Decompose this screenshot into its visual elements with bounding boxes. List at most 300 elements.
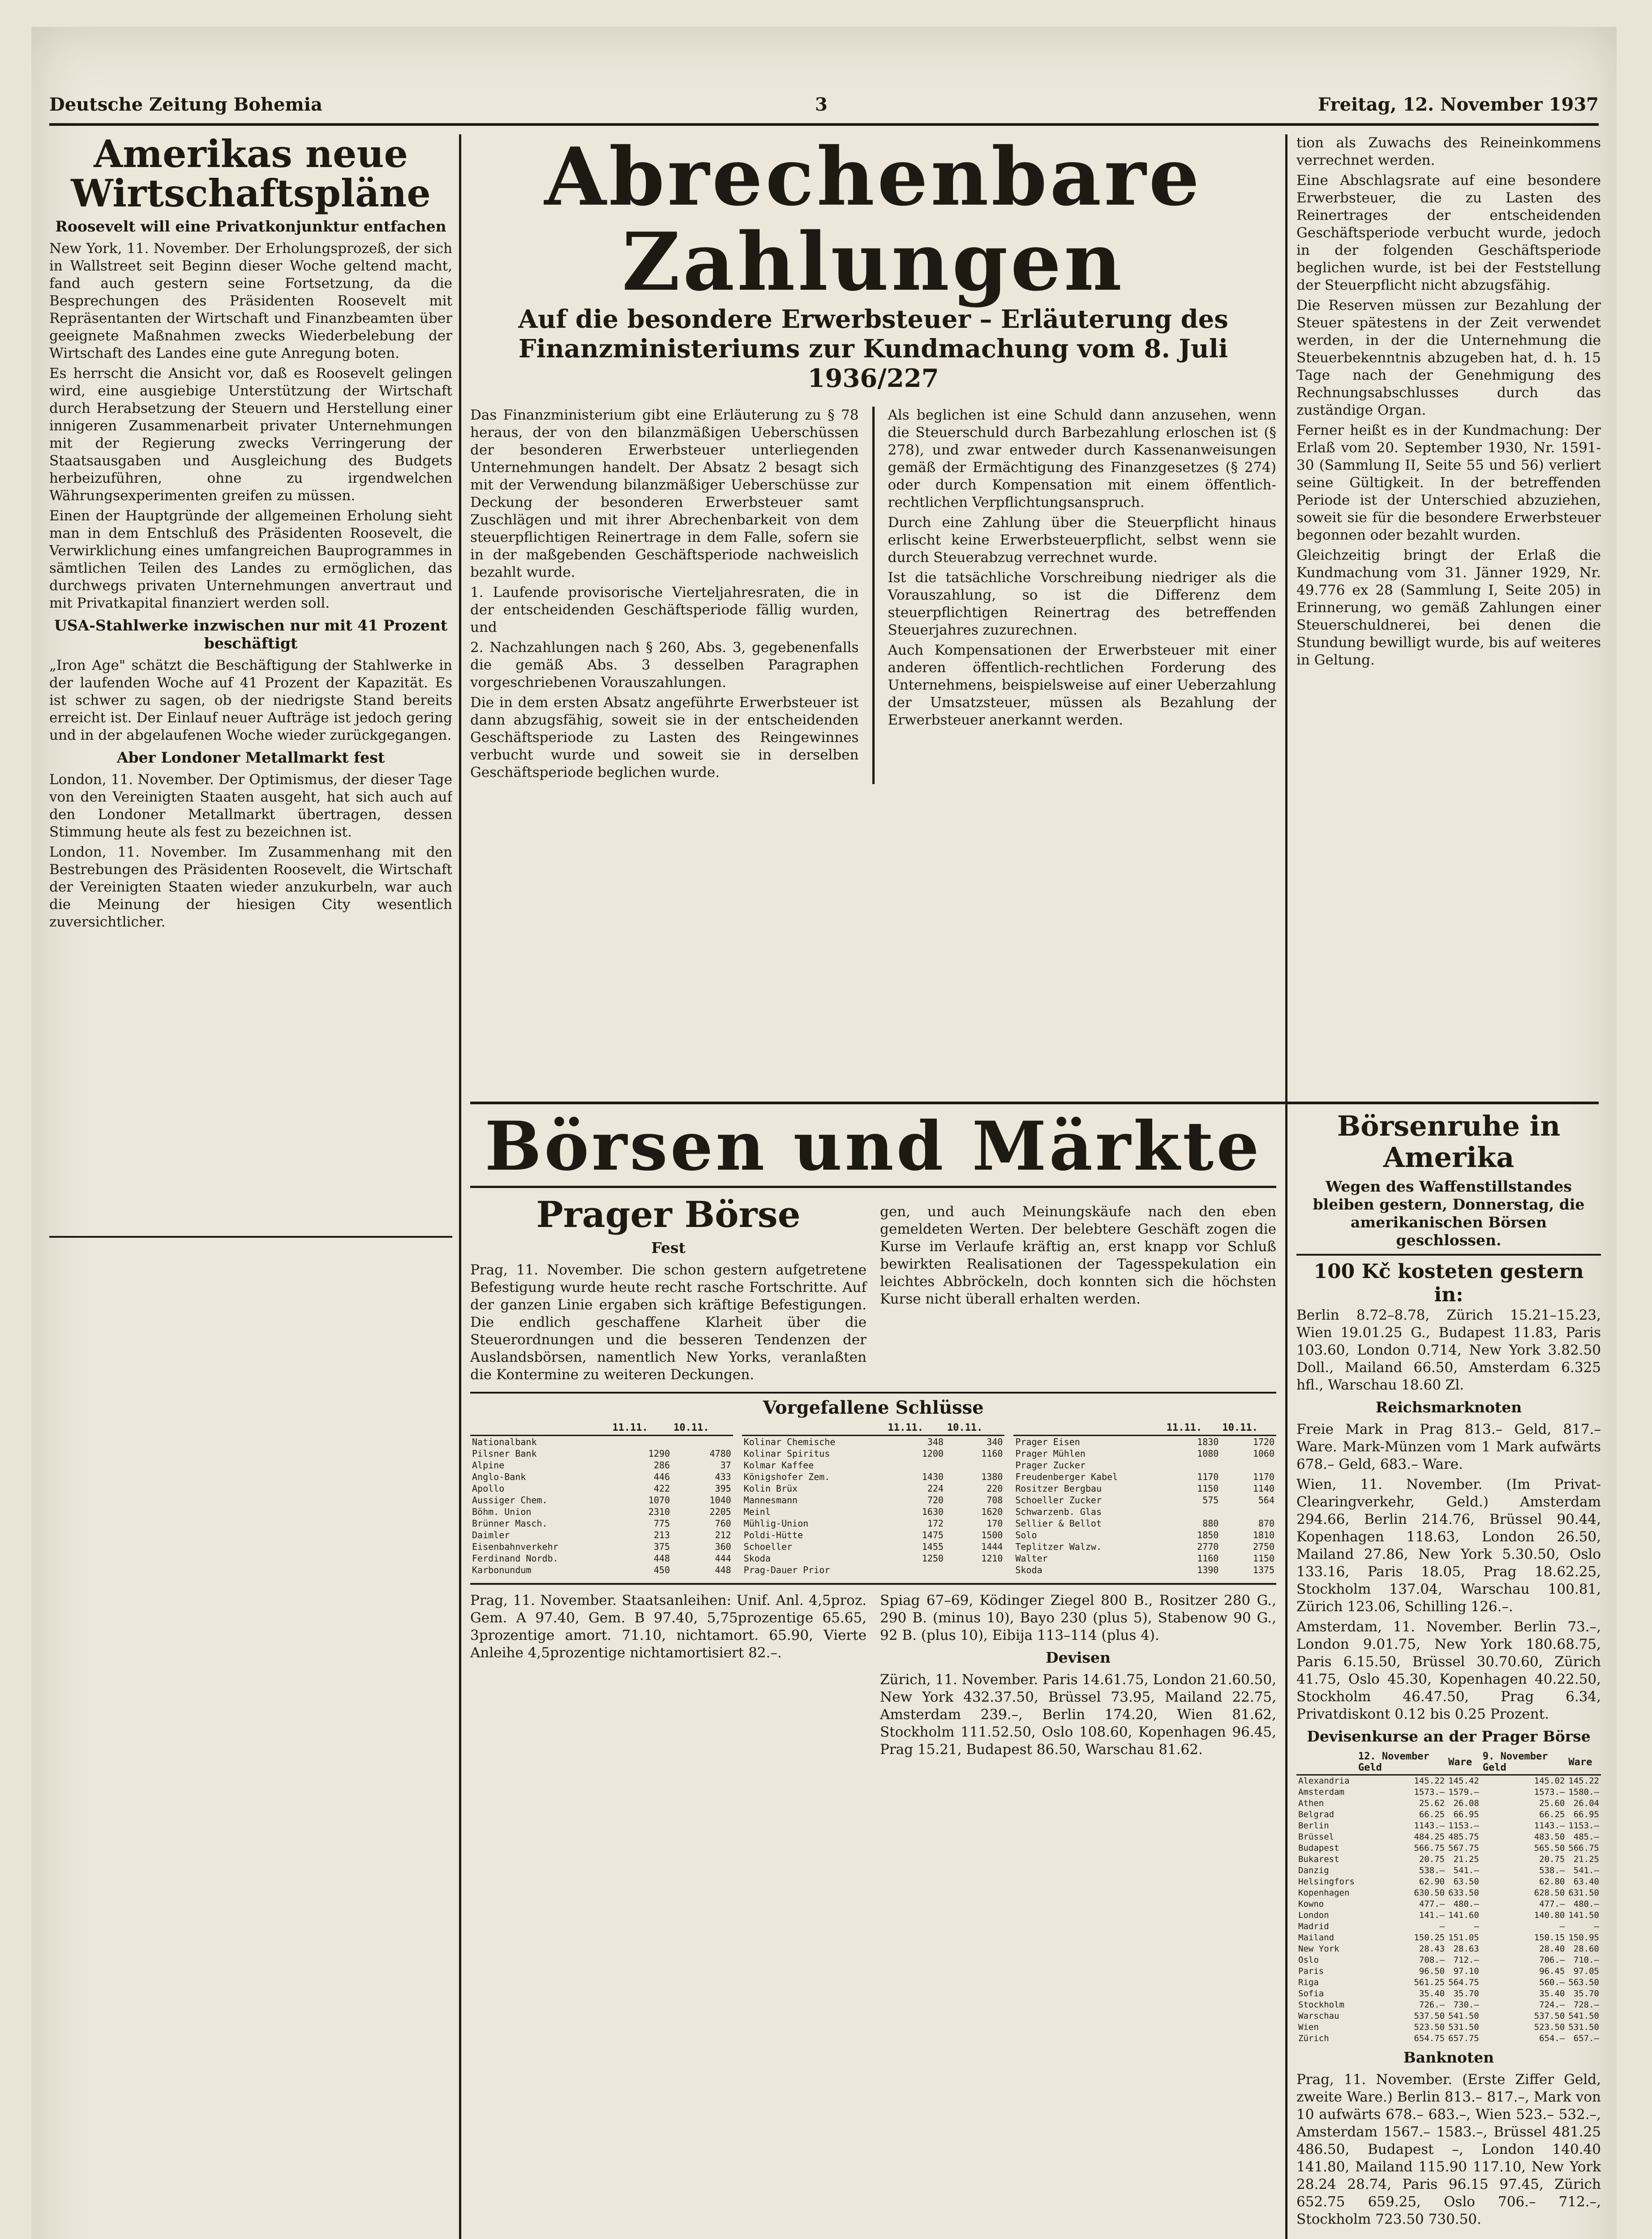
article-left-paragraph: Es herrscht die Ansicht vor, daß es Roosevelt gelingen wird, eine ausgiebige Unterstützung der Wirtschaft durch Herabsetzung der Steuern und Herstellung einer innigeren Zusammenarbeit privater Unternehmungen mit der Regierung zwecks Verringerung der Staatsausgaben und Ausgleichung des Budgets herbeizuführen, ohne zu irgendwelchen Währungsexperimenten greifen zu müssen. [49, 365, 452, 504]
table-cell-name: Helsingfors [1298, 1877, 1355, 1887]
table-cell-value: 1380 [981, 1471, 1003, 1482]
table-row [470, 1518, 733, 1529]
table-cell-value: 477.– [1419, 1899, 1445, 1909]
article-left-paragraph: London, 11. November. Im Zusammenhang mit den Bestrebungen des Präsidenten Roosevelt, die Wirtschaft der Vereinigten Staaten wieder anzukurbeln, war auch die Meinung der hiesigen City wesentlich zuversichtlicher. [49, 844, 452, 930]
table-cell-name: Athen [1298, 1798, 1324, 1808]
table-row [1296, 1966, 1601, 1977]
table-cell-value: 448 [653, 1553, 670, 1564]
table-top-rule [470, 1392, 1276, 1394]
table-cell-value: 1200 [922, 1448, 944, 1459]
table-cell-value: 633.50 [1448, 1888, 1479, 1898]
table-cell-value: 775 [653, 1518, 670, 1529]
table-cell-name: Berlin [1298, 1821, 1329, 1831]
table-cell-value: 141.– [1419, 1910, 1445, 1920]
table-cell-value: 654.– [1539, 2033, 1565, 2043]
table-row [1296, 1955, 1601, 1966]
table-cell-value: 531.50 [1448, 2022, 1479, 2032]
america-section [1296, 1111, 1601, 2239]
table-cell-name: Kolinar Chemische [743, 1437, 836, 1447]
table-cell-value: 212 [715, 1530, 731, 1540]
table-cell-value: 567.75 [1448, 1843, 1479, 1853]
table-cell-name: Kolin Brüx [743, 1483, 798, 1494]
table-cell-value: 395 [715, 1483, 731, 1494]
table-cell-name: Oslo [1298, 1955, 1319, 1965]
table-cell-value: 1830 [1197, 1437, 1219, 1447]
table-cell-name: Alpine [472, 1460, 505, 1471]
table-cell-value: 348 [927, 1437, 944, 1447]
table-cell-name: New York [1298, 1944, 1339, 1954]
table-row [742, 1529, 1005, 1541]
table-cell-value: 1250 [922, 1553, 944, 1564]
table-cell-value: 62.90 [1419, 1877, 1445, 1887]
table-cell-value: 708 [987, 1495, 1003, 1506]
table-cell-value: 35.40 [1419, 1989, 1445, 1999]
table-cell-value: 541.– [1453, 1866, 1479, 1875]
table-cell-value: 538.– [1419, 1866, 1445, 1875]
table-cell-value: 97.10 [1453, 1966, 1479, 1976]
devisen-title: Devisen [1046, 1649, 1111, 1666]
table-cell-value: 1850 [1197, 1530, 1219, 1540]
table-cell-value: 1070 [648, 1495, 670, 1506]
table-cell-name: Wien [1298, 2022, 1319, 2032]
article-right-paragraph: Gleichzeitig bringt der Erlaß die Kundmachung vom 31. Jänner 1929, Nr. 49.776 ex 28 (Sammlung I, Seite 205) in Erinnerung, wo gemäß Zahlungen einer Steuerschuldnerei, bei denen die Stundung bewilligt wurde, bis auf weiteres in Geltung. [1296, 547, 1601, 668]
table-cell-value: 1500 [981, 1530, 1003, 1540]
table-cell-value: 1210 [981, 1553, 1003, 1564]
table-cell-name: Madrid [1298, 1922, 1329, 1931]
table-cell-value: 566.75 [1568, 1843, 1599, 1853]
table-cell-value: 145.22 [1568, 1776, 1599, 1786]
article-right-paragraph: tion als Zuwachs des Reineinkommens verrechnet werden. [1296, 135, 1601, 168]
closing-prices-table-c [1013, 1421, 1276, 1576]
table-cell-value: 21.25 [1453, 1854, 1479, 1864]
table-row [1013, 1553, 1276, 1564]
article-center-paragraph: Das Finanzministerium gibt eine Erläuterung zu § 78 heraus, der von den bilanzmäßigen Ueberschüssen der besonderen Erwerbsteuer unterliegenden Unternehmungen handelt. Der Absatz 2 besagt sich mit der Verwendung bilanzmäßiger Ueberschüsse zur Deckung der besonderen Erwerbsteuer samt Zuschlägen und mit ihrer Abrechenbarkeit von dem steuerpflichtigen Reinertrage in dem Falle, sofern sie in der maßgebenden Geschäftsperiode nachweislich bezahlt wurde. [470, 407, 859, 580]
table-cell-value: 66.95 [1573, 1810, 1599, 1819]
table-cell-name: Schwarzenb. Glas [1015, 1506, 1102, 1517]
table-cell-value: 1150 [1197, 1483, 1219, 1494]
table-cell-name: Königshofer Zem. [743, 1471, 830, 1482]
table-cell-value: 150.95 [1568, 1933, 1599, 1943]
table-row [742, 1471, 1005, 1483]
table-row [1296, 1865, 1601, 1876]
table-cell-value: 726.– [1419, 2000, 1445, 2010]
table-row [470, 1483, 733, 1494]
table-cell-name: Skoda [743, 1553, 771, 1564]
prague-paragraph: Prag, 11. November. Die schon gestern aufgetretene Befestigung wurde heute recht rasche Fortschritte. Auf der ganzen Linie ergaben sich kräftige Befestigungen. Die endlich geschaffene Klarheit über die Steuerordnungen und die besseren Tendenzen der Auslandsbörsen, namentlich New Yorks, veranlaßten die Kontermine zu weiteren Deckungen. [470, 1262, 867, 1383]
running-head [49, 94, 1599, 121]
table-cell-value: 541.– [1573, 1866, 1599, 1875]
table-cell-value: 1475 [922, 1530, 944, 1540]
table-row [1296, 1921, 1601, 1932]
table-row [1296, 1832, 1601, 1843]
table-cell-value [886, 1459, 945, 1471]
table-cell-value: 628.50 [1534, 1888, 1565, 1898]
table-row [1296, 1854, 1601, 1865]
prague-misc [880, 1592, 1276, 1761]
article-center-paragraph: Als beglichen ist eine Schuld dann anzusehen, wenn die Steuerschuld durch Barbezahlung erloschen ist (§ 278), und zwar entweder durch Kassenanweisungen gemäß der Ermächtigung des Finanzgesetzes (§ 274) oder durch Kompensation mit einem öffentlich-rechtlichen Verpflichtungsanspruch. [888, 407, 1276, 510]
table-cell-value: 1153.– [1568, 1821, 1599, 1831]
table-row [1013, 1564, 1276, 1576]
prague-subtitle: Fest [651, 1239, 686, 1257]
article-left-subhead: Aber Londoner Metallmarkt fest [116, 749, 385, 766]
table-cell-name: Amsterdam [1298, 1787, 1344, 1797]
table-cell-value: 2750 [1253, 1541, 1275, 1552]
table-cell-value: 28.43 [1419, 1944, 1445, 1954]
table-cell-name: Ferdinand Nordb. [472, 1553, 558, 1564]
table-row [1296, 2033, 1601, 2044]
article-left-title: Amerikas neue Wirtschaftspläne [71, 134, 431, 215]
table-cell-value: 1455 [922, 1541, 944, 1552]
table-header: 10.11. [1220, 1421, 1276, 1436]
column-rule-right [1285, 134, 1287, 2239]
table-row [1296, 1775, 1601, 1787]
article-left-subtitle: Roosevelt will eine Privatkonjunktur entfachen [55, 218, 446, 235]
table-cell-value: 150.25 [1414, 1933, 1445, 1943]
table-row [470, 1436, 733, 1448]
table-cell-value: 145.42 [1448, 1776, 1479, 1786]
table-cell-value: 433 [715, 1471, 731, 1482]
table-row [1296, 1932, 1601, 1943]
table-cell-name: Pilsner Bank [472, 1448, 537, 1459]
table-cell-value: 523.50 [1414, 2022, 1445, 2032]
table-row [1013, 1529, 1276, 1541]
table-cell-name: Eisenbahnverkehr [472, 1541, 558, 1552]
table-row [470, 1553, 733, 1564]
table-cell-value: 1170 [1253, 1471, 1275, 1482]
table-row [742, 1436, 1005, 1448]
table-header: 10.11. [672, 1421, 733, 1436]
closing-prices-title: Vorgefallene Schlüsse [763, 1397, 984, 1418]
table-cell-value: 730.– [1453, 2000, 1479, 2010]
article-left [49, 134, 452, 1227]
table-cell-name: Paris [1298, 1966, 1324, 1976]
table-cell-name: Böhm. Union [472, 1506, 532, 1517]
table-cell-value: 1150 [1253, 1553, 1275, 1564]
column-rule-left [459, 134, 461, 2239]
table-cell-value: 450 [653, 1565, 670, 1575]
prague-bonds [470, 1592, 867, 1761]
table-cell-value [672, 1436, 733, 1448]
table-cell-value: 422 [653, 1483, 670, 1494]
table-cell-value: 444 [715, 1553, 731, 1564]
table-cell-value: 20.75 [1539, 1854, 1565, 1864]
table-cell-name: Stockholm [1298, 2000, 1344, 2010]
article-center-paragraph: Die in dem ersten Absatz angeführte Erwerbsteuer ist dann abzugsfähig, soweit sie in der entscheidenden Geschäftsperiode zu Lasten des Reingewinnes verbucht wurde und soweit sie in derselben Geschäftsperiode beglichen wurde. [470, 695, 859, 781]
table-cell-value: 4780 [709, 1448, 731, 1459]
table-cell-name: Warschau [1298, 2011, 1339, 2021]
table-header [470, 1421, 610, 1436]
prague-paragraph: gen, und auch Meinungskäufe nach den eben gemeldeten Werten. Der belebtere Geschäft zogen die Kurse im Verlaufe kräftig an, erst knapp vor Schluß bewirkten Realisationen der Tagesspekulation ein leichtes Abbröckeln, doch konnten sich die höchsten Kurse nicht überall erhalten werden. [880, 1204, 1276, 1307]
devisenkurse-table [1296, 1750, 1601, 2044]
article-left-paragraph: Einen der Hauptgründe der allgemeinen Erholung sieht man in dem Entschluß des Präsidenten Roosevelt, die Verwirklichung eines umfangreichen Bauprogrammes in sämtlichen Teilen des Landes zu ermöglichen, das durchwegs privaten Unternehmungen anvertraut und mit Privatkapital finanziert werden soll. [49, 508, 452, 611]
rates-title: 100 Kč kosteten gestern in: [1313, 1260, 1584, 1306]
table-row [470, 1448, 733, 1459]
center-inner-rule [872, 407, 875, 784]
table-cell-name: Prag-Dauer Prior [743, 1565, 830, 1575]
table-cell-name: Sellier & Bellot [1015, 1518, 1102, 1529]
table-row [742, 1553, 1005, 1564]
table-cell-value: 480.– [1453, 1899, 1479, 1909]
table-row [742, 1506, 1005, 1518]
table-row [470, 1471, 733, 1483]
table-cell-value: 870 [1258, 1518, 1275, 1529]
table-cell-value: – [1559, 1922, 1565, 1931]
table-cell-value: 96.45 [1539, 1966, 1565, 1976]
table-cell-value: 565.50 [1534, 1843, 1565, 1853]
table-row [742, 1541, 1005, 1553]
prague-paragraph: Spiag 67–69, Ködinger Ziegel 800 B., Rositzer 280 G., 290 B. (minus 10), Bayo 230 (plus 5), Stabenow 90 G., 92 B. (plus 10), Eibija 113–114 (plus 4). [880, 1592, 1276, 1643]
table-cell-value: 63.40 [1573, 1877, 1599, 1887]
table-cell-value: 531.50 [1568, 2022, 1599, 2032]
table-cell-name: Kopenhagen [1298, 1888, 1350, 1898]
amsterdam-text: Amsterdam, 11. November. Berlin 73.–, London 9.01.75, New York 180.68.75, Paris 6.15.50, Brüssel 30.70.60, Zürich 41.75, Oslo 45.30, Kopenhagen 40.22.50, Stockholm 46.47.50, Prag 6.34, Privatdiskont 0.12 bis 0.25 Prozent. [1296, 1619, 1601, 1722]
table-cell-value: – [1439, 1922, 1445, 1931]
table-cell-value: 28.63 [1453, 1944, 1479, 1954]
table-cell-name: Poldi-Hütte [743, 1530, 803, 1540]
table-cell-value: – [1594, 1922, 1599, 1931]
markets-title-rule [470, 1186, 1276, 1188]
table-cell-name: Prager Eisen [1015, 1437, 1080, 1447]
article-right-paragraph: Ferner heißt es in der Kundmachung: Der Erlaß vom 20. September 1930, Nr. 1591-30 (Sammlung II, Seite 55 und 56) verliert seine Gültigkeit. In der betreffenden Periode ist der Unterschied abzuziehen, soweit sie für die besondere Erwerbsteuer begonnen oder bezahlt wurden. [1296, 422, 1601, 543]
table-cell-value: 654.75 [1414, 2033, 1445, 2043]
table-cell-value: 26.04 [1573, 1798, 1599, 1808]
table-cell-value [945, 1459, 1004, 1471]
table-cell-value: 141.60 [1448, 1910, 1479, 1920]
table-cell-value: 20.75 [1419, 1854, 1445, 1864]
table-cell-value: 1143.– [1414, 1821, 1445, 1831]
table-cell-name: Teplitzer Walzw. [1015, 1541, 1102, 1552]
table-cell-value: 724.– [1539, 2000, 1565, 2010]
table-cell-value: 561.25 [1414, 1977, 1445, 1987]
table-cell-value: 63.50 [1453, 1877, 1479, 1887]
table-cell-value: 1143.– [1534, 1821, 1565, 1831]
article-left-paragraph: New York, 11. November. Der Erholungsprozeß, der sich in Wallstreet seit Beginn dieser Woche geltend macht, fand auch gestern seine Fortsetzung, da die Besprechungen des Präsidenten Roosevelt mit Repräsentanten der Wirtschaft und Finanzbeamten über geeignete Maßnahmen zwecks Wiederbelebung der Wirtschaft des Landes eine gute Anregung boten. [49, 240, 452, 361]
running-head-date: Freitag, 12. November 1937 [1317, 94, 1599, 115]
table-row [470, 1459, 733, 1471]
table-cell-value: 537.50 [1534, 2011, 1565, 2021]
table-cell-name: Bukarest [1298, 1854, 1339, 1864]
table-row [1013, 1541, 1276, 1553]
table-cell-value: 150.15 [1534, 1933, 1565, 1943]
table-cell-name: Budapest [1298, 1843, 1339, 1853]
table-cell-value: 1720 [1253, 1437, 1275, 1447]
table-cell-value: 213 [653, 1530, 670, 1540]
table-cell-value: 97.05 [1573, 1966, 1599, 1976]
table-cell-name: Sofia [1298, 1989, 1324, 1999]
table-row [742, 1518, 1005, 1529]
table-row [1296, 1843, 1601, 1854]
table-cell-value: 483.50 [1534, 1832, 1565, 1842]
table-cell-value: 2310 [648, 1506, 670, 1517]
table-cell-name: Kolmar Kaffee [743, 1460, 814, 1471]
table-cell-name: Aussiger Chem. [472, 1495, 548, 1506]
table-cell-value: 448 [715, 1565, 731, 1575]
markets-section [470, 1111, 1276, 2239]
table-cell-value: 145.22 [1414, 1776, 1445, 1786]
table-cell-value: – [1474, 1922, 1479, 1931]
article-center [470, 134, 1276, 1111]
table-cell-name: Brünner Masch. [472, 1518, 548, 1529]
table-cell-value: 712.– [1453, 1955, 1479, 1965]
table-cell-value: 21.25 [1573, 1854, 1599, 1864]
table-cell-value [1220, 1506, 1276, 1518]
table-cell-value: 1153.– [1448, 1821, 1479, 1831]
table-cell-name: Anglo-Bank [472, 1471, 526, 1482]
table-cell-name: Riga [1298, 1977, 1319, 1987]
markets-title: Börsen und Märkte [485, 1111, 1262, 1186]
table-cell-value: 1390 [1197, 1565, 1219, 1575]
table-row [1013, 1436, 1276, 1448]
table-cell-value: 25.60 [1539, 1798, 1565, 1808]
table-cell-value: 1160 [1197, 1553, 1219, 1564]
table-cell-value: 26.08 [1453, 1798, 1479, 1808]
table-cell-value: 657.– [1573, 2033, 1599, 2043]
table-cell-value: 286 [653, 1460, 670, 1471]
running-head-left: Deutsche Zeitung Bohemia [49, 94, 322, 115]
table-cell-value: 477.– [1539, 1899, 1565, 1909]
table-row [1013, 1518, 1276, 1529]
table-cell-value: 375 [653, 1541, 670, 1552]
article-left-subhead: USA-Stahlwerke inzwischen nur mit 41 Prozent beschäftigt [54, 617, 448, 652]
table-cell-value: 224 [927, 1483, 944, 1494]
table-cell-value: 1579.– [1448, 1787, 1479, 1797]
table-row [1296, 1876, 1601, 1887]
table-cell-value: 140.80 [1534, 1910, 1565, 1920]
table-cell-value [1165, 1506, 1221, 1518]
table-cell-name: Apollo [472, 1483, 505, 1494]
table-cell-name: Danzig [1298, 1866, 1329, 1875]
table-cell-value: 145.02 [1534, 1776, 1565, 1786]
table-cell-value: 1573.– [1534, 1787, 1565, 1797]
table-row [1296, 1809, 1601, 1820]
page-number: 3 [815, 94, 828, 115]
article-center-title: Abrechenbare Zahlungen [544, 134, 1202, 309]
table-cell-value: 1140 [1253, 1483, 1275, 1494]
table-row [470, 1494, 733, 1506]
newspaper-page [31, 27, 1617, 2239]
table-cell-value: 564.75 [1448, 1977, 1479, 1987]
table-cell-value: 880 [1202, 1518, 1219, 1529]
table-cell-value: 66.25 [1539, 1810, 1565, 1819]
table-cell-value: 1040 [709, 1495, 731, 1506]
vienna-text: Wien, 11. November. (Im Privat-Clearingverkehr, Geld.) Amsterdam 294.66, Berlin 214.76, Brüssel 90.44, Kopenhagen 118.63, London 26.50, Mailand 27.86, New York 5.30.50, Oslo 133.16, Paris 18.05, Prag 18.62.25, Stockholm 137.04, Warschau 100.81, Zürich 123.06, Schilling 126.–. [1296, 1476, 1601, 1615]
table-cell-value: 2205 [709, 1506, 731, 1517]
table-header: 11.11. [886, 1421, 945, 1436]
table-cell-value: 575 [1202, 1495, 1219, 1506]
article-center-paragraph: Ist die tatsächliche Vorschreibung niedriger als die Vorauszahlung, so ist die Differenz dem steuerpflichtigen Reinertrag des betreffenden Steuerjahres zuzurechnen. [888, 570, 1276, 638]
table-cell-value: 560.– [1539, 1977, 1565, 1987]
table-cell-value: 35.40 [1539, 1989, 1565, 1999]
table-cell-value: 657.75 [1448, 2033, 1479, 2043]
table-cell-value: 37 [720, 1460, 731, 1471]
table-row [1296, 1798, 1601, 1809]
table-cell-value: 66.25 [1419, 1810, 1445, 1819]
article-right-paragraph: Die Reserven müssen zur Bezahlung der Steuer spätestens in der Zeit verwendet werden, in der die Unternehmung die Steuerbekenntnis abzugeben hat, d. h. 15 Tage nach der Genehmigung des Rechnungsabschlusses durch das zuständige Organ. [1296, 297, 1601, 418]
table-row [1296, 1943, 1601, 1955]
table-cell-name: Meinl [743, 1506, 771, 1517]
table-cell-value: 96.50 [1419, 1966, 1445, 1976]
table-cell-name: Karbonundum [472, 1565, 532, 1575]
table-row [1296, 1910, 1601, 1921]
table-row [1013, 1448, 1276, 1459]
table-cell-value: 28.40 [1539, 1944, 1565, 1954]
table-cell-value [610, 1436, 672, 1448]
table-cell-value: 1580.– [1568, 1787, 1599, 1797]
article-right-paragraph: Eine Abschlagsrate auf eine besondere Erwerbsteuer, die zu Lasten des Reinertrages der entscheidenden Geschäftsperiode verbucht wurde, jedoch in der folgenden Geschäftsperiode beglichen wurde, ist bei der Feststellung der Steuerpflicht nicht abzugsfähig. [1296, 172, 1601, 293]
devisen-text: Zürich, 11. November. Paris 14.61.75, London 21.60.50, New York 432.37.50, Brüssel 73.95, Mailand 22.75, Amsterdam 239.–, Berlin 174.20, Wien 81.62, Stockholm 111.52.50, Oslo 108.60, Kopenhagen 96.45, Prag 15.21, Budapest 86.50, Warschau 81.62. [880, 1672, 1276, 1758]
prague-right [880, 1194, 1276, 1386]
markets-top-rule [470, 1102, 1599, 1104]
table-cell-value: 710.– [1573, 1955, 1599, 1965]
table-row [470, 1541, 733, 1553]
table-cell-value: 170 [987, 1518, 1003, 1529]
table-cell-name: Walter [1015, 1553, 1048, 1564]
table-cell-name: Freudenberger Kabel [1015, 1471, 1118, 1482]
table-cell-value: 2770 [1197, 1541, 1219, 1552]
table-cell-name: Prager Zucker [1015, 1460, 1086, 1471]
closing-prices-table-a [470, 1421, 733, 1576]
table-row [1013, 1483, 1276, 1494]
table-cell-value: 340 [987, 1437, 1003, 1447]
table-row [1296, 1988, 1601, 1999]
article-center-col-1 [470, 407, 859, 784]
table-row [742, 1483, 1005, 1494]
table-cell-name: Belgrad [1298, 1810, 1334, 1819]
article-center-paragraph: Durch eine Zahlung über die Steuerpflicht hinaus erlischt keine Erwerbsteuerpflicht, selbst wenn sie durch Steuerabzug verrechnet wurde. [888, 515, 1276, 566]
table-header: 11.11. [1165, 1421, 1221, 1436]
article-center-lead: Auf die besondere Erwerbsteuer – Erläuterung des Finanzministeriums zur Kundmachung vom 8. Juli 1936/227 [518, 305, 1228, 393]
table-header [1013, 1421, 1164, 1436]
table-cell-value: 566.75 [1414, 1843, 1445, 1853]
table-cell-name: Mannesmann [743, 1495, 798, 1506]
table-row [1296, 1899, 1601, 1910]
table-cell-value: 1290 [648, 1448, 670, 1459]
table-cell-name: Solo [1015, 1530, 1037, 1540]
table-cell-value: 485.– [1573, 1832, 1599, 1842]
article-center-paragraph: 2. Nachzahlungen nach § 260, Abs. 3, gegebenenfalls die gemäß Abs. 3 desselben Paragraphen vorgeschriebenen Vorauszahlungen. [470, 639, 859, 691]
devisenkurse-title: Devisenkurse an der Prager Börse [1307, 1728, 1591, 1745]
table-row [470, 1564, 733, 1576]
closing-prices-tables [470, 1421, 1276, 1576]
table-cell-name: Alexandria [1298, 1776, 1350, 1786]
table-cell-value: 446 [653, 1471, 670, 1482]
table-row [1013, 1471, 1276, 1483]
table-cell-name: Daimler [472, 1530, 510, 1540]
table-cell-value: 706.– [1539, 1955, 1565, 1965]
top-rule [49, 123, 1599, 126]
table-cell-value: 220 [987, 1483, 1003, 1494]
table-header [1296, 1750, 1356, 1775]
table-cell-value: 564 [1258, 1495, 1275, 1506]
closing-prices-table-b [742, 1421, 1005, 1576]
article-center-paragraph: Auch Kompensationen der Erwerbsteuer mit einer anderen öffentlich-rechtlichen Forderung des Unternehmens, beispielsweise auf einer Ueberzahlung der Umsatzsteuer, müssen als Bezahlung der Erwerbsteuer anerkannt werden. [888, 642, 1276, 728]
table-bottom-rule [470, 1583, 1276, 1585]
article-center-col-2 [888, 407, 1277, 784]
table-row [742, 1564, 1005, 1576]
table-cell-value: 631.50 [1568, 1888, 1599, 1898]
table-cell-value: 1810 [1253, 1530, 1275, 1540]
table-cell-value: 25.62 [1419, 1798, 1445, 1808]
table-row [1296, 2011, 1601, 2022]
table-row [1296, 1887, 1601, 1899]
prague-left [470, 1194, 867, 1386]
table-cell-name: Zürich [1298, 2033, 1329, 2043]
table-cell-value: 172 [927, 1518, 944, 1529]
table-row [742, 1459, 1005, 1471]
table-row [1296, 1999, 1601, 2011]
table-cell-value: 66.95 [1453, 1810, 1479, 1819]
prague-title: Prager Börse [536, 1193, 801, 1235]
